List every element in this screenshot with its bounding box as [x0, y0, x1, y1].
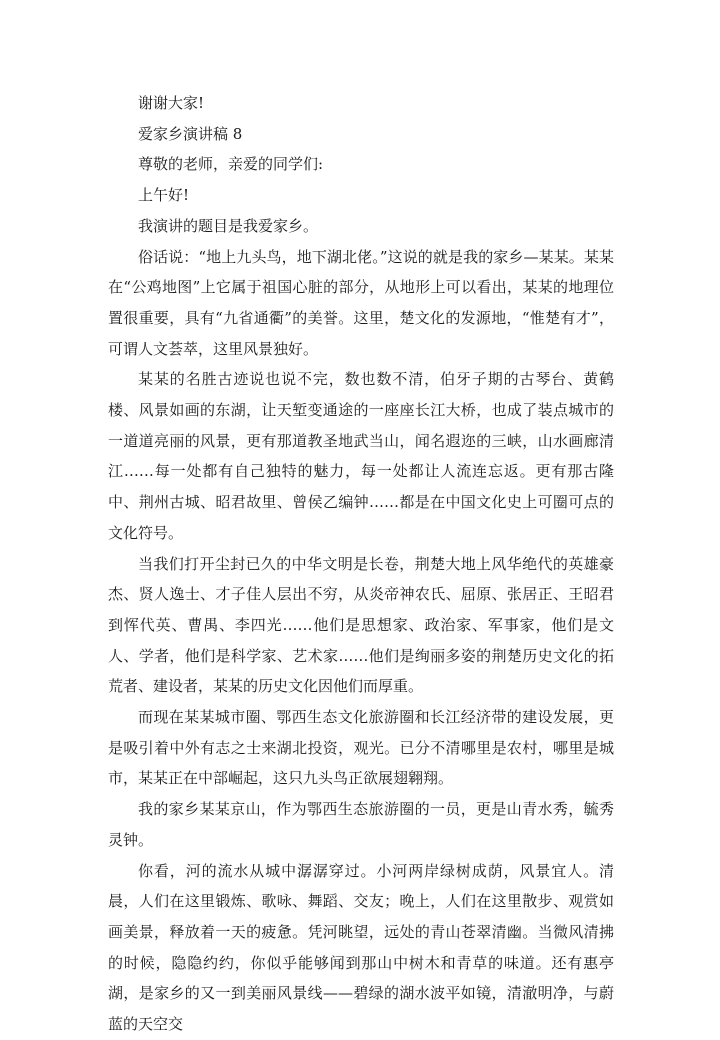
greeting-line: 上午好! [138, 186, 190, 205]
paragraph: 你看，河的流水从城中潺潺穿过。小河两岸绿树成荫，风景宜人。清晨，人们在这里锻炼、歌咏、舞蹈、交友；晚上，人们在这里散步、观赏如画美景，释放着一天的疲惫。凭河眺望，远处的青山苍翠清幽。当微风清拂的时候，隐隐约约，你似乎能够闻到那山中树木和青草的味道。还有惠亭湖，是家乡的又一到美丽风景线——碧绿的湖水波平如镜，清澈明净，与蔚蓝的天空交 [108, 861, 614, 1034]
paragraph: 而现在某某城市圈、鄂西生态文化旅游圈和长江经济带的建设发展，更是吸引着中外有志之士来湖北投资，观光。已分不清哪里是农村，哪里是城市，某某正在中部崛起，这只九头鸟正欲展翅翱翔。 [108, 708, 614, 788]
paragraph: 某某的名胜古迹说也说不完，数也数不清，伯牙子期的古琴台、黄鹤楼、风景如画的东湖，让天堑变通途的一座座长江大桥，也成了装点城市的一道道亮丽的风景，更有那道教圣地武当山，闻名遐迩的三峡，山水画廊清江……每一处都有自己独特的魅力，每一处都让人流连忘返。更有那古隆中、荆州古城、昭君故里、曾侯乙编钟……都是在中国文化史上可圈可点的文化符号。 [108, 370, 614, 542]
paragraph: 俗话说：“地上九头鸟，地下湖北佬。”这说的就是我的家乡—某某。某某在“公鸡地图”上它属于祖国心脏的部分，从地形上可以看出，某某的地理位置很重要，具有“九省通衢”的美誉。这里，楚文化的发源地，“惟楚有才”，可谓人文荟萃，这里风景独好。 [108, 247, 614, 358]
document-body [108, 88, 614, 1040]
closing-line: 谢谢大家! [138, 94, 205, 112]
speech-title: 爱家乡演讲稿 8 [138, 124, 243, 143]
salutation: 尊敬的老师，亲爱的同学们: [138, 155, 324, 174]
paragraph: 我的家乡某某京山，作为鄂西生态旅游圈的一员，更是山青水秀，毓秀灵钟。 [108, 800, 614, 849]
paragraph: 当我们打开尘封已久的中华文明是长卷，荆楚大地上风华绝代的英雄豪杰、贤人逸士、才子佳人层出不穷，从炎帝神农氏、屈原、张居正、王昭君到恽代英、曹禺、李四光……他们是思想家、政治家、军事家，他们是文人、学者，他们是科学家、艺术家……他们是绚丽多姿的荆楚历史文化的拓荒者、建设者，某某的历史文化因他们而厚重。 [108, 554, 614, 696]
topic-line: 我演讲的题目是我爱家乡。 [138, 216, 319, 235]
